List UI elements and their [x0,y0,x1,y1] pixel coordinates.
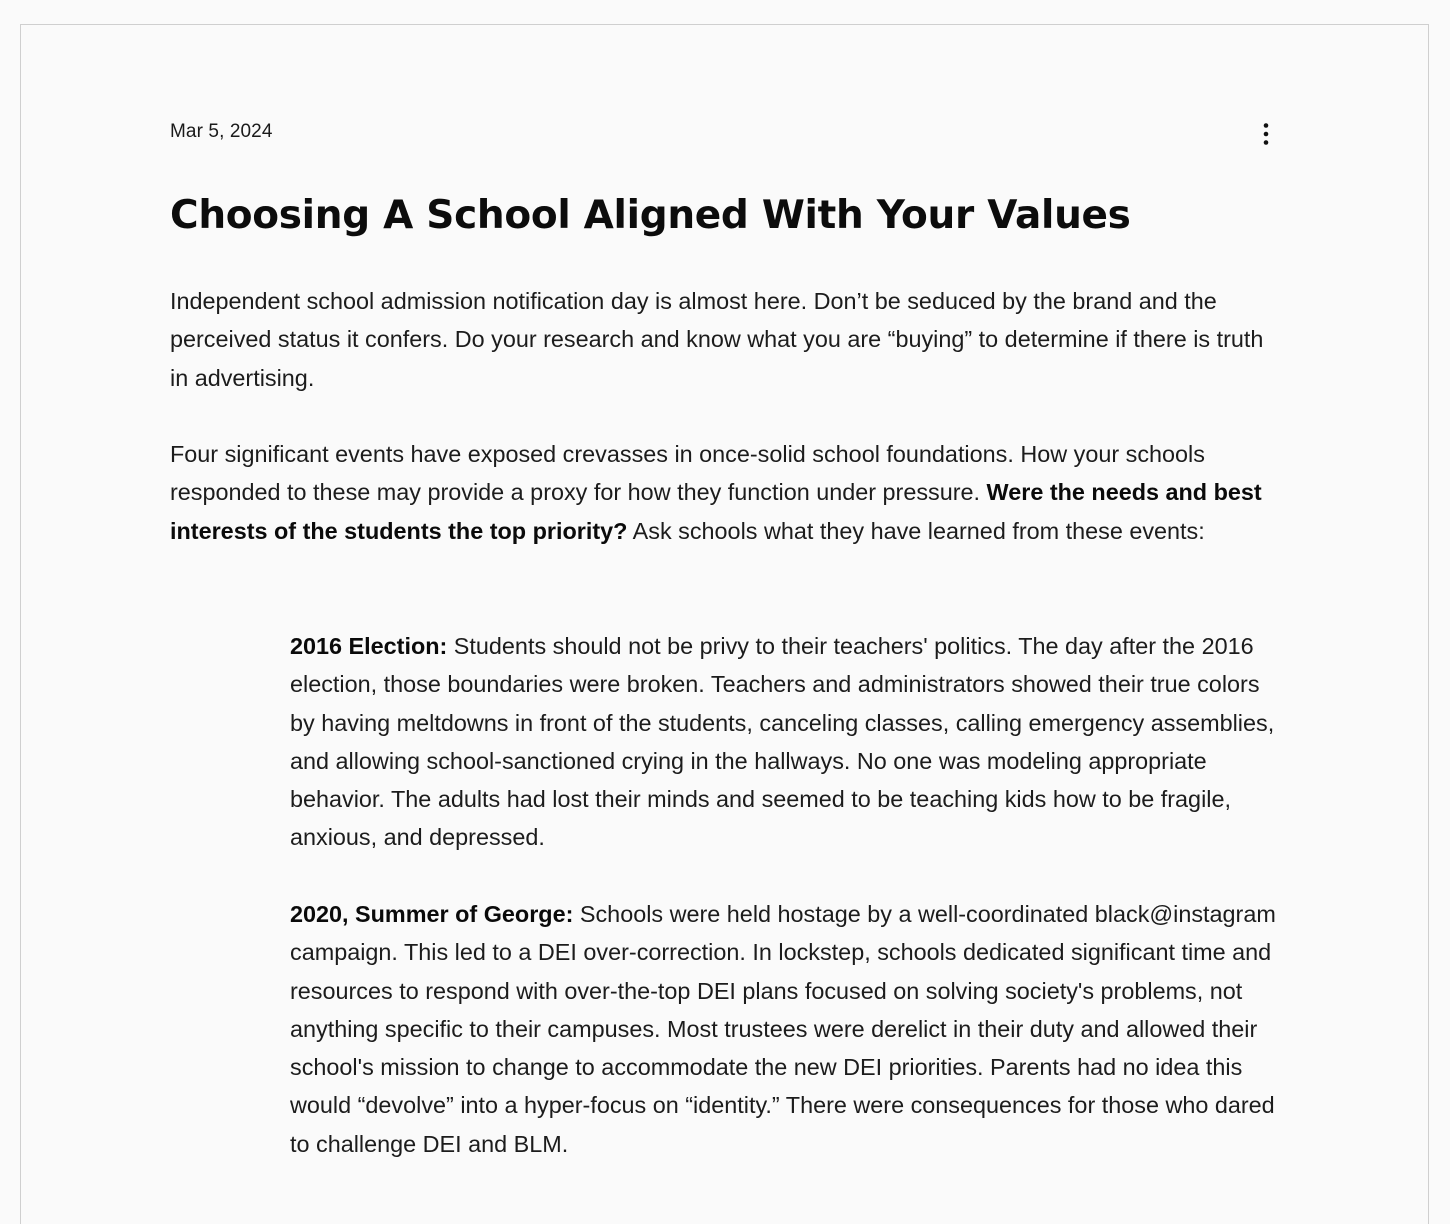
paragraph-text: Four significant events have exposed crevasses in once-solid school foundations. How your schools responded to these may provide a proxy for how they function under pressure. [170,441,1205,506]
blog-post-card [20,24,1429,1224]
paragraph-events-intro [170,435,1278,550]
event-text: Schools were held hostage by a well-coordinated black@instagram campaign. This led to a DEI over-correction. In lockstep, schools dedicated significant time and resources to respond with over-the-top DEI plans focused on solving society's problems, not anything specific to their campuses. Most trustees were derelict in their duty and allowed their school's mission to change to accommodate the new DEI priorities. Parents had no idea this would “devolve” into a hyper-focus on “identity.” There were consequences for those who dared to challenge DEI and BLM. [290,901,1276,1157]
paragraph-text: Ask schools what they have learned from these events: [627,517,1205,544]
event-text: Students should not be privy to their teachers' politics. The day after the 2016 election, those boundaries were broken. Teachers and administrators showed their true colors by having meltdowns in front of the students, canceling classes, calling emergency assemblies, and allowing school-sanctioned crying in the hallways. No one was modeling appropriate behavior. The adults had lost their minds and seemed to be teaching kids how to be fragile, anxious, and depressed. [290,633,1275,851]
paragraph-bold-question: Were the needs and best interests of the students the top priority? [170,479,1262,544]
more-vertical-icon[interactable] [1260,122,1272,146]
event-summer-of-george [290,895,1290,1163]
event-heading: 2020, Summer of George: [290,901,574,927]
post-meta [170,121,1280,147]
event-2016-election [290,627,1290,857]
post-title: Choosing A School Aligned With Your Values [170,193,1131,238]
post-date: Mar 5, 2024 [170,121,273,142]
paragraph-intro: Independent school admission notification day is almost here. Don’t be seduced by the brand and the perceived status it confers. Do your research and know what you are “buying” to determine if there is truth in advertising. [170,288,1264,391]
event-heading: 2016 Election: [290,633,448,659]
